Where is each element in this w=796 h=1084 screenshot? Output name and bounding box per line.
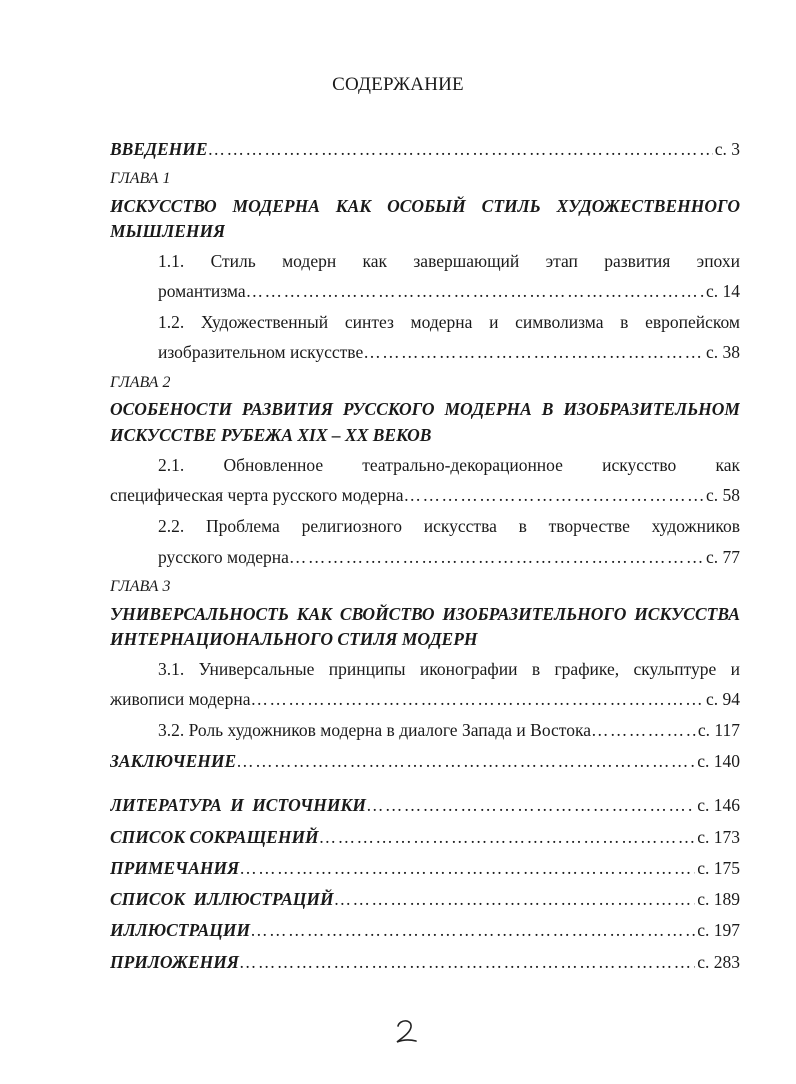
toc-entry-intro xyxy=(110,138,740,160)
toc-entry-3-2 xyxy=(158,719,740,741)
toc-entry-1-2 xyxy=(158,341,740,363)
toc-entry-notes xyxy=(110,857,740,879)
toc-entry-literature xyxy=(110,794,740,816)
chapter-heading-line: ИСКУССТВО МОДЕРНА КАК ОСОБЫЙ СТИЛЬ ХУДОЖЕСТВЕННОГО xyxy=(110,196,740,216)
toc-label: СПИСОК ИЛЛЮСТРАЦИЙ xyxy=(110,889,334,909)
toc-page: с. 3 xyxy=(714,139,740,159)
section-line: 2.2. Проблема религиозного искусства в творчестве художников xyxy=(158,516,740,536)
toc-entry-abbreviations xyxy=(110,826,740,848)
toc-page: с. 173 xyxy=(697,827,740,847)
toc-page: с. 140 xyxy=(697,751,740,771)
toc-page: с. 175 xyxy=(697,858,740,878)
toc-label: ЛИТЕРАТУРА И ИСТОЧНИКИ xyxy=(110,795,366,815)
toc-label: специфическая черта русского модерна xyxy=(110,485,404,505)
toc-label: живописи модерна xyxy=(110,689,251,709)
toc-leader xyxy=(236,750,695,772)
toc-label: ВВЕДЕНИЕ xyxy=(110,139,208,159)
toc-label: ПРИЛОЖЕНИЯ xyxy=(110,952,239,972)
toc-leader xyxy=(246,280,704,302)
toc-label: ПРИМЕЧАНИЯ xyxy=(110,858,240,878)
toc-page: с. 189 xyxy=(697,889,740,909)
handwritten-page-number-mark xyxy=(392,1016,422,1046)
chapter-heading-line: ИСКУССТВЕ РУБЕЖА XIX – XX ВЕКОВ xyxy=(110,425,432,445)
chapter-heading-line: МЫШЛЕНИЯ xyxy=(110,221,226,241)
section-line: 1.2. Художественный синтез модерна и символизма в европейском xyxy=(158,312,740,332)
chapter-label: ГЛАВА 1 xyxy=(110,170,171,187)
toc-label: СПИСОК СОКРАЩЕНИЙ xyxy=(110,827,319,847)
toc-entry-2-2 xyxy=(158,546,740,568)
toc-page: с. 94 xyxy=(705,689,740,709)
toc-leader xyxy=(366,794,695,816)
toc-entry-3-1 xyxy=(110,688,740,710)
toc-page: с. 146 xyxy=(697,795,740,815)
toc-label: 3.2. Роль художников модерна в диалоге Запада и Востока xyxy=(158,720,591,740)
section-line: 3.1. Универсальные принципы иконографии в графике, скульптуре и xyxy=(158,659,740,679)
toc-entry-appendices xyxy=(110,951,740,973)
toc-page: с. 197 xyxy=(697,920,740,940)
toc-leader xyxy=(239,951,695,973)
toc-page: с. 14 xyxy=(705,281,740,301)
toc-entry-2-1 xyxy=(110,484,740,506)
toc-page: с. 38 xyxy=(705,342,740,362)
page-title: СОДЕРЖАНИЕ xyxy=(332,74,464,95)
chapter-label: ГЛАВА 3 xyxy=(110,578,171,595)
toc-label: романтизма xyxy=(158,281,246,301)
toc-page: с. 117 xyxy=(697,720,740,740)
toc-leader xyxy=(334,888,696,910)
toc-label: ИЛЛЮСТРАЦИИ xyxy=(110,920,251,940)
toc-leader xyxy=(591,719,696,741)
toc-leader xyxy=(363,341,704,363)
toc-label: изобразительном искусстве xyxy=(158,342,364,362)
toc-page: с. 77 xyxy=(705,547,740,567)
toc-label: русского модерна xyxy=(158,547,289,567)
toc-entry-illustrations xyxy=(110,919,740,941)
section-line: 2.1. Обновленное театрально-декорационное искусство как xyxy=(158,455,740,475)
chapter-heading-line: УНИВЕРСАЛЬНОСТЬ КАК СВОЙСТВО ИЗОБРАЗИТЕЛЬНОГО ИСКУССТВА xyxy=(110,604,740,624)
toc-entry-1-1 xyxy=(158,280,740,302)
toc-leader xyxy=(319,826,696,848)
toc-page: с. 283 xyxy=(697,952,740,972)
toc-entry-illustration-list xyxy=(110,888,740,910)
section-line: 1.1. Стиль модерн как завершающий этап развития эпохи xyxy=(158,251,740,271)
chapter-heading-line: ОСОБЕНОСТИ РАЗВИТИЯ РУССКОГО МОДЕРНА В ИЗОБРАЗИТЕЛЬНОМ xyxy=(110,399,740,419)
toc-page: с. 58 xyxy=(705,485,740,505)
toc-entry-conclusion xyxy=(110,750,740,772)
toc-leader xyxy=(208,138,713,160)
toc-leader xyxy=(250,919,695,941)
toc-leader xyxy=(250,688,704,710)
toc-leader xyxy=(239,857,695,879)
toc-leader xyxy=(289,546,704,568)
chapter-label: ГЛАВА 2 xyxy=(110,374,171,391)
toc-label: ЗАКЛЮЧЕНИЕ xyxy=(110,751,237,771)
toc-leader xyxy=(404,484,704,506)
chapter-heading-line: ИНТЕРНАЦИОНАЛЬНОГО СТИЛЯ МОДЕРН xyxy=(110,629,478,649)
